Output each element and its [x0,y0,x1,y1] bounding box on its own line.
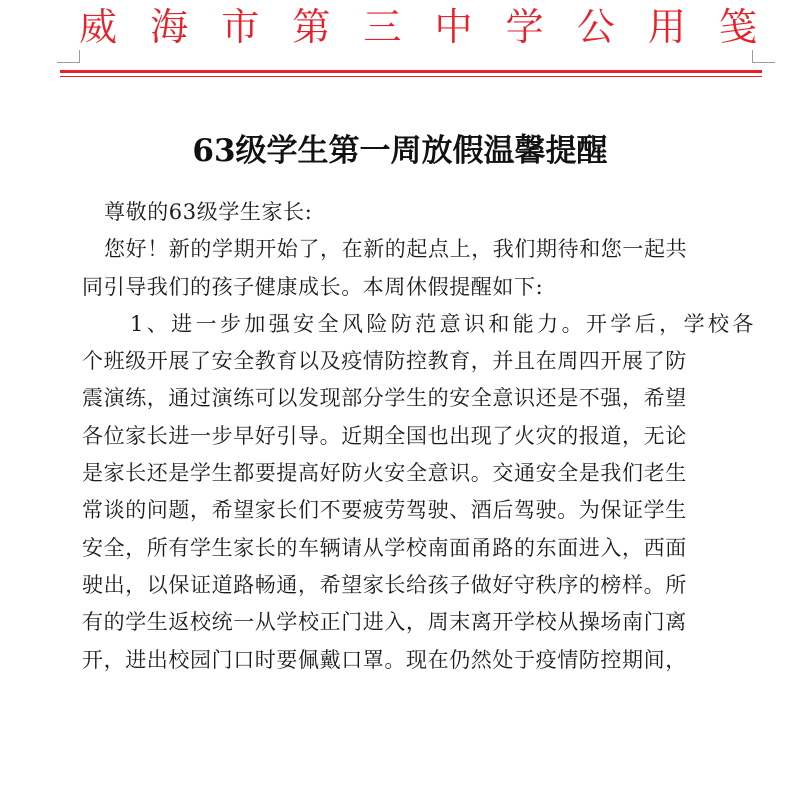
document-title: 63级学生第一周放假温馨提醒 [192,133,608,169]
letterhead-char: 威 [78,5,117,49]
item-line: 开，进出校园门口时要佩戴口罩。现在仍然处于疫情防控期间， [82,647,687,672]
letterhead-char: 海 [150,5,189,49]
item-line: 有的学生返校统一从学校正门进入，周末离开学校从操场南门离 [82,610,687,635]
letterhead-char: 市 [221,5,260,49]
letterhead-char: 中 [434,5,473,49]
item-line: 常谈的问题，希望家长们不要疲劳驾驶、酒后驾驶。为保证学生 [82,498,687,523]
salutation: 尊敬的63级学生家长: [104,200,313,224]
item-line: 震演练，通过演练可以发现部分学生的安全意识还是不强，希望 [82,386,687,411]
letterhead-char: 三 [363,5,402,49]
item-line: 个班级开展了安全教育以及疫情防控教育，并且在周四开展了防 [82,349,687,374]
letterhead-char: 第 [292,5,331,49]
margin-corner-mark-left [57,50,80,63]
item-line: 1、进一步加强安全风险防范意识和能力。开学后，学校各 [130,311,754,336]
document-body [82,194,754,679]
letterhead-char: 笺 [718,5,757,49]
letterhead-char: 公 [576,5,615,49]
margin-corner-mark-right [752,50,775,63]
item-line: 是家长还是学生都要提高好防火安全意识。交通安全是我们老生 [82,461,687,486]
letterhead-char: 学 [505,5,544,49]
greeting-line: 您好！新的学期开始了，在新的起点上，我们期待和您一起共 [104,237,688,262]
item-line: 驶出，以保证道路畅通，希望家长给孩子做好守秩序的榜样。所 [82,572,687,597]
letterhead-rule-thick [60,70,762,73]
letterhead-rule-thin [60,76,762,77]
letterhead-char: 用 [647,5,686,49]
letterhead [78,2,758,52]
item-line: 各位家长进一步早好引导。近期全国也出现了火灾的报道，无论 [82,423,687,448]
greeting-line: 同引导我们的孩子健康成长。本周休假提醒如下: [82,274,544,299]
item-line: 安全，所有学生家长的车辆请从学校南面甬路的东面进入，西面 [82,535,687,560]
